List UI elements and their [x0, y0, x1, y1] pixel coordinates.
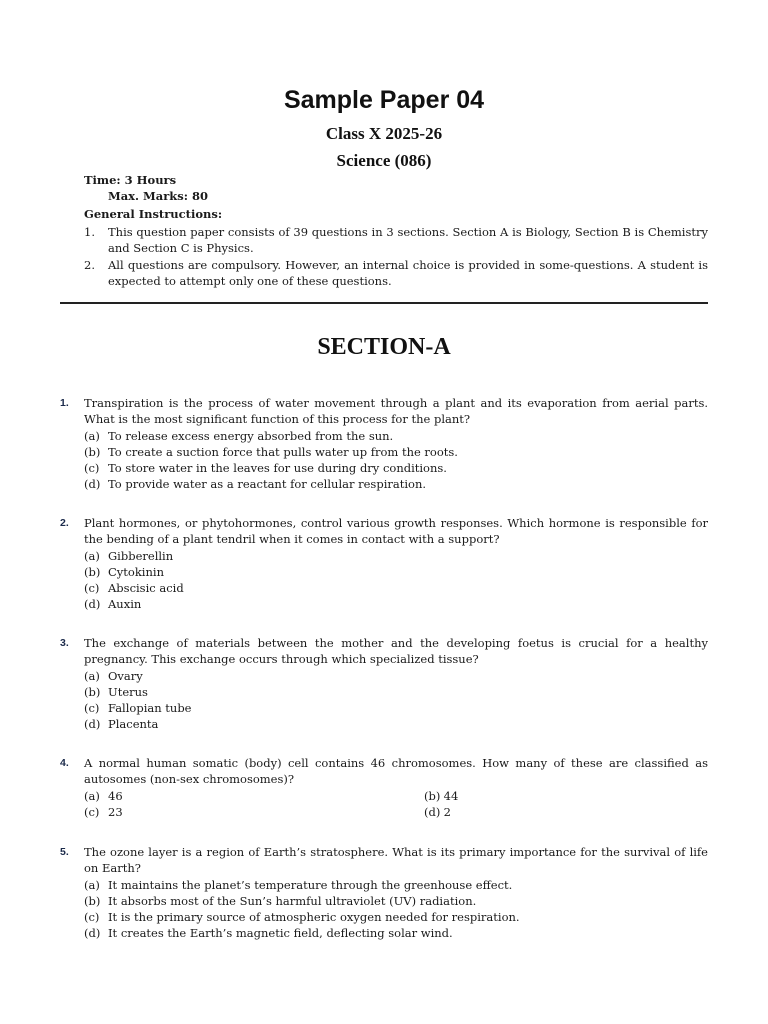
- option-text: 23: [108, 804, 123, 819]
- option-d: [84, 476, 708, 492]
- option-a: [84, 428, 708, 444]
- option-label: (c): [84, 461, 100, 476]
- instruction-item: [84, 224, 708, 256]
- option-a: [84, 877, 708, 893]
- question-text: A normal human somatic (body) cell contains 46 chromosomes. How many of these are classified as autosomes (non-sex chromosomes)?: [84, 756, 708, 787]
- option-c: [84, 460, 708, 476]
- question-1: [60, 395, 708, 493]
- option-text: Cytokinin: [108, 564, 164, 579]
- instruction-text: This question paper consists of 39 questions in 3 sections. Section A is Biology, Section B is Chemistry and Section C is Physics.: [108, 225, 708, 255]
- option-text: To release excess energy absorbed from the sun.: [108, 428, 394, 443]
- option-text: Auxin: [108, 597, 142, 612]
- option-label: (d): [424, 804, 441, 819]
- option-label: (b): [424, 788, 441, 803]
- option-label: (a): [84, 668, 100, 683]
- option-label: (d): [84, 717, 101, 732]
- option-label: (b): [84, 684, 101, 699]
- option-b: [84, 564, 708, 580]
- option-label: (c): [84, 581, 100, 596]
- option-label: (a): [84, 788, 100, 803]
- option-text: 44: [443, 788, 459, 803]
- section-title: SECTION-A: [317, 334, 451, 360]
- question-text: The ozone layer is a region of Earth’s stratosphere. What is its primary importance for the survival of life on Earth?: [84, 845, 708, 876]
- option-label: (c): [84, 701, 100, 716]
- option-c: [84, 804, 424, 820]
- time-allowed: Time: 3 Hours: [84, 173, 177, 187]
- option-b: [84, 893, 708, 909]
- max-marks: Max. Marks: 80: [108, 189, 208, 203]
- option-text: Gibberellin: [108, 548, 174, 563]
- option-c: [84, 700, 708, 716]
- option-a: [84, 668, 708, 684]
- question-number: 3.: [60, 637, 69, 649]
- option-text: 2: [443, 804, 451, 819]
- question-number: 5.: [60, 846, 69, 858]
- question-4: [60, 755, 708, 820]
- option-d: [84, 925, 708, 941]
- option-text: It creates the Earth’s magnetic field, deflecting solar wind.: [108, 926, 453, 941]
- option-label: (d): [84, 926, 101, 941]
- question-text: Plant hormones, or phytohormones, control various growth responses. Which hormone is responsible for the bending of a plant tendril when it comes in contact with a support?: [84, 516, 708, 547]
- question-number: 4.: [60, 757, 69, 769]
- option-b: [84, 684, 708, 700]
- option-a: [84, 788, 424, 804]
- options-grid: [84, 788, 708, 821]
- option-text: It is the primary source of atmospheric oxygen needed for respiration.: [108, 910, 520, 925]
- option-a: [84, 548, 708, 564]
- question-number: 2.: [60, 517, 69, 529]
- option-b: [84, 444, 708, 460]
- question-2: [60, 515, 708, 613]
- option-label: (d): [84, 477, 101, 492]
- instruction-number: 1.: [84, 225, 95, 239]
- option-c: [84, 909, 708, 925]
- option-label: (d): [84, 597, 101, 612]
- option-text: It maintains the planet’s temperature through the greenhouse effect.: [108, 877, 513, 892]
- option-text: To provide water as a reactant for cellular respiration.: [108, 477, 427, 492]
- option-d: [424, 804, 624, 820]
- option-text: Placenta: [108, 717, 159, 732]
- option-text: Abscisic acid: [108, 581, 184, 596]
- option-b: [424, 788, 624, 804]
- instruction-item: [84, 257, 708, 289]
- option-label: (b): [84, 444, 101, 459]
- question-3: [60, 635, 708, 733]
- question-number: 1.: [60, 397, 69, 409]
- option-text: Uterus: [108, 684, 148, 699]
- option-label: (c): [84, 910, 100, 925]
- option-text: Ovary: [108, 668, 143, 683]
- option-label: (a): [84, 428, 100, 443]
- option-text: To store water in the leaves for use during dry conditions.: [108, 461, 447, 476]
- question-text: The exchange of materials between the mother and the developing foetus is crucial for a healthy pregnancy. This exchange occurs through which specialized tissue?: [84, 636, 708, 667]
- option-label: (b): [84, 564, 101, 579]
- option-text: It absorbs most of the Sun’s harmful ultraviolet (UV) radiation.: [108, 893, 477, 908]
- option-label: (a): [84, 548, 100, 563]
- option-text: 46: [108, 788, 123, 803]
- class-line: Class X 2025-26: [325, 124, 443, 143]
- question-text: Transpiration is the process of water movement through a plant and its evaporation from aerial parts. What is the most significant function of this process for the plant?: [84, 396, 708, 427]
- instruction-text: All questions are compulsory. However, an internal choice is provided in some-questions. A student is expected to attempt only one of these questions.: [108, 258, 708, 288]
- option-d: [84, 716, 708, 732]
- option-label: (a): [84, 877, 100, 892]
- option-d: [84, 596, 708, 612]
- question-5: [60, 844, 708, 942]
- instruction-number: 2.: [84, 258, 95, 272]
- subject-line: Science (086): [336, 151, 432, 170]
- option-text: To create a suction force that pulls water up from the roots.: [108, 444, 458, 459]
- instructions-heading: General Instructions:: [84, 207, 223, 221]
- option-text: Fallopian tube: [108, 701, 192, 716]
- header-divider: [60, 302, 708, 304]
- option-c: [84, 580, 708, 596]
- paper-title: Sample Paper 04: [283, 86, 485, 114]
- option-label: (b): [84, 893, 101, 908]
- option-label: (c): [84, 804, 100, 819]
